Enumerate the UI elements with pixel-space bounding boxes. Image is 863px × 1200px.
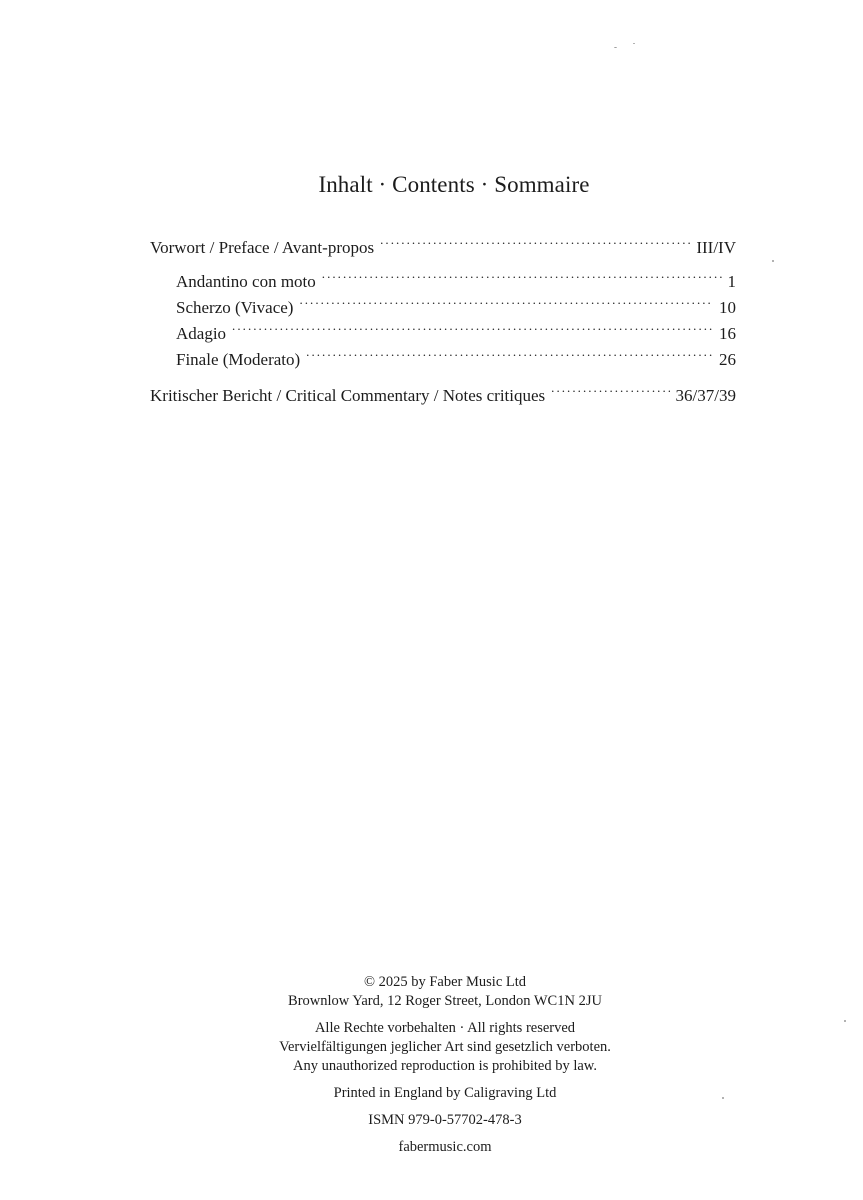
toc-entry-label: Vorwort / Preface / Avant-propos (150, 238, 375, 257)
printed-line: Printed in England by Caligraving Ltd (333, 1085, 557, 1101)
toc-entry-label: Andantino con moto (176, 272, 316, 291)
scan-speck (844, 1020, 846, 1022)
table-of-contents (150, 227, 736, 405)
toc-entry-label: Scherzo (Vivace) (176, 298, 294, 317)
address-line: Brownlow Yard, 12 Roger Street, London WC1N 2JU (288, 993, 602, 1009)
copyright-line: © 2025 by Faber Music Ltd (363, 974, 527, 990)
scan-speck (772, 260, 774, 262)
toc-entry-page: 1 (727, 272, 736, 291)
scan-speck (633, 43, 635, 44)
page-title: Inhalt · Contents · Sommaire (318, 172, 590, 197)
imprint (0, 973, 863, 1165)
toc-entry-page: 16 (719, 324, 736, 343)
toc-entry-page: III/IV (696, 238, 736, 257)
reproduction-en-line: Any unauthorized reproduction is prohibited by law. (293, 1058, 597, 1074)
toc-entry-movement-1 (150, 261, 736, 291)
dot-leader (299, 287, 713, 313)
dot-leader (551, 375, 669, 401)
toc-entry-page: 36/37/39 (675, 386, 736, 405)
toc-entry-commentary (150, 375, 736, 405)
toc-entry-label: Finale (Moderato) (176, 350, 301, 369)
dot-leader (306, 339, 713, 365)
dot-leader (232, 313, 713, 339)
toc-entry-preface (150, 227, 736, 257)
scan-speck (614, 47, 617, 48)
scan-speck (722, 1097, 724, 1099)
toc-entry-label: Kritischer Bericht / Critical Commentary / Notes critiques (150, 386, 546, 405)
publisher-block (0, 973, 863, 1011)
dot-leader (380, 227, 690, 253)
website-line: fabermusic.com (398, 1139, 492, 1155)
rights-block (0, 1019, 863, 1076)
toc-entry-page: 10 (719, 298, 736, 317)
reproduction-de-line: Vervielfältigungen jeglicher Art sind gesetzlich verboten. (279, 1039, 611, 1055)
toc-entry-movement-4 (150, 339, 736, 369)
ismn-block (0, 1111, 863, 1130)
ismn-line: ISMN 979-0-57702-478-3 (368, 1112, 522, 1128)
toc-entry-movement-3 (150, 313, 736, 343)
dot-leader (322, 261, 722, 287)
toc-entry-label: Adagio (176, 324, 227, 343)
printer-block (0, 1084, 863, 1103)
website-block (0, 1138, 863, 1157)
toc-entry-page: 26 (719, 350, 736, 369)
rights-line: Alle Rechte vorbehalten · All rights reserved (314, 1020, 576, 1036)
